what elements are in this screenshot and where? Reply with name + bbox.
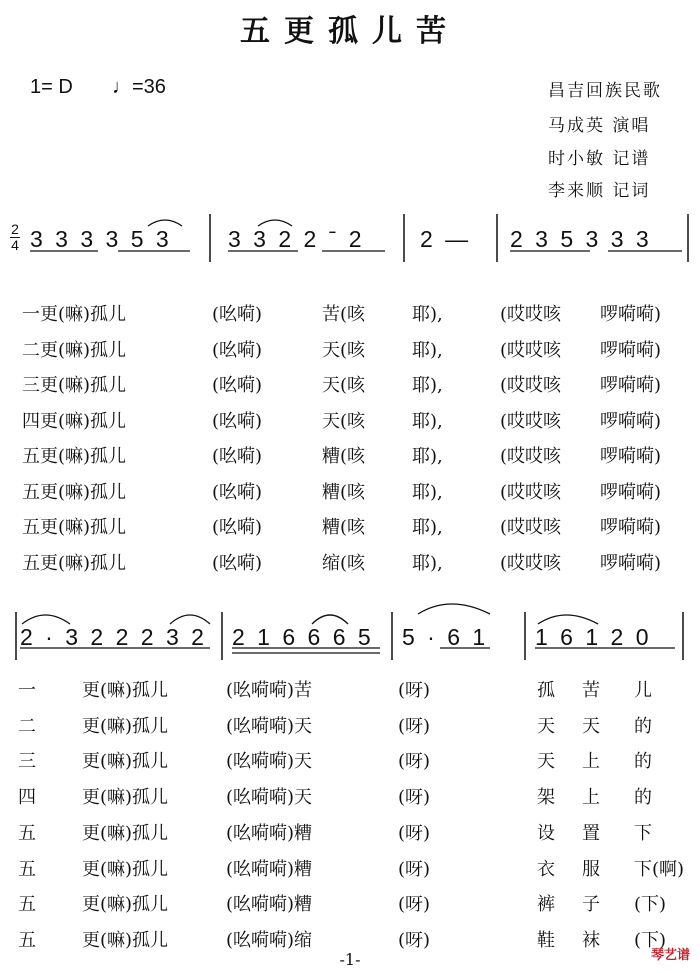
verse1-row8-cell5: (哎哎咳 bbox=[500, 552, 562, 574]
verse2-row6-cell3: (吆嗬嗬)糟 bbox=[226, 858, 313, 880]
verse2-row6-cell5: 衣 bbox=[537, 858, 555, 880]
verse2-row8-cell1: 五 bbox=[18, 929, 36, 951]
verse1-row8-cell2: (吆嗬) bbox=[212, 552, 263, 574]
verse2-row8-cell2: 更(嘛)孤儿 bbox=[82, 929, 169, 951]
verse2-row1-cell6: 苦 bbox=[582, 680, 600, 701]
verse1-row3-cell3: 天(咳 bbox=[322, 375, 366, 396]
verse1-row8-cell1: 五更(嘛)孤儿 bbox=[22, 552, 127, 574]
verse2-row5-cell1: 五 bbox=[18, 822, 36, 844]
watermark-logo: 琴艺谱 bbox=[650, 947, 690, 962]
verse2-row5-cell4: (呀) bbox=[398, 822, 431, 844]
verse1-row7-cell1: 五更(嘛)孤儿 bbox=[22, 517, 127, 538]
line1-measure-3: 2 — bbox=[420, 226, 472, 252]
verse1-row5-cell1: 五更(嘛)孤儿 bbox=[22, 446, 127, 467]
verse2-row3-cell1: 三 bbox=[18, 751, 36, 773]
verse1-row7-cell2: (吆嗬) bbox=[212, 517, 263, 538]
verse2-row7-cell2: 更(嘛)孤儿 bbox=[82, 894, 169, 916]
verse2-row8-cell5: 鞋 bbox=[537, 929, 555, 951]
verse1-row8-cell4: 耶), bbox=[412, 552, 443, 574]
verse1-row3-cell5: (哎哎咳 bbox=[500, 375, 562, 396]
verse1-row1-cell3: 苦(咳 bbox=[322, 304, 366, 325]
verse1-row7-cell3: 糟(咳 bbox=[322, 517, 366, 538]
line2-measure-2: 2 1 6 6 6 5 bbox=[232, 624, 374, 650]
verse2-row1-cell4: (呀) bbox=[398, 680, 431, 701]
verse2-row4-cell1: 四 bbox=[18, 787, 36, 809]
verse1-row6-cell1: 五更(嘛)孤儿 bbox=[22, 481, 127, 503]
verse1-row2-cell2: (吆嗬) bbox=[212, 339, 263, 361]
verse1-row5-cell2: (吆嗬) bbox=[212, 446, 263, 467]
verse1-row3-cell6: 啰嗬嗬) bbox=[600, 375, 662, 396]
verse1-row2-cell1: 二更(嘛)孤儿 bbox=[22, 339, 127, 361]
verse1-row5-cell4: 耶), bbox=[412, 446, 443, 467]
credit-notation: 时小敏 记谱 bbox=[548, 149, 651, 169]
verse2-row4-cell4: (呀) bbox=[398, 787, 431, 809]
verse2-row8-cell4: (呀) bbox=[398, 929, 431, 951]
verse2-row7-cell4: (呀) bbox=[398, 894, 431, 916]
verse2-row1-cell2: 更(嘛)孤儿 bbox=[82, 680, 169, 701]
verse2-row5-cell6: 置 bbox=[582, 822, 600, 844]
verse2-row6-cell4: (呀) bbox=[398, 858, 431, 880]
verse2-row7-cell6: 子 bbox=[582, 894, 600, 916]
verse2-row8-cell3: (吆嗬嗬)缩 bbox=[226, 929, 313, 951]
verse2-row3-cell3: (吆嗬嗬)天 bbox=[226, 751, 313, 773]
verse2-row5-cell7: 下 bbox=[634, 822, 652, 844]
verse1-row7-cell5: (哎哎咳 bbox=[500, 517, 562, 538]
line1-measure-2: 3 3 2 2 ˉ 2 bbox=[228, 226, 365, 252]
verse1-row6-cell5: (哎哎咳 bbox=[500, 481, 562, 503]
verse1-row3-cell4: 耶), bbox=[412, 375, 443, 396]
key-signature: 1= D bbox=[30, 76, 73, 98]
verse2-row2-cell6: 天 bbox=[582, 715, 600, 737]
song-title: 五更孤儿苦 bbox=[240, 14, 460, 49]
verse2-row2-cell4: (呀) bbox=[398, 715, 431, 737]
verse2-row3-cell6: 上 bbox=[582, 751, 600, 773]
verse1-row8-cell6: 啰嗬嗬) bbox=[600, 552, 662, 574]
verse2-row3-cell7: 的 bbox=[634, 751, 652, 773]
verse1-row5-cell3: 糟(咳 bbox=[322, 446, 366, 467]
time-signature: 2 4 bbox=[11, 221, 19, 253]
verse2-row8-cell7: (下) bbox=[634, 929, 667, 951]
verse1-row1-cell1: 一更(嘛)孤儿 bbox=[22, 304, 127, 325]
verse1-row5-cell5: (哎哎咳 bbox=[500, 446, 562, 467]
verse2-row2-cell1: 二 bbox=[18, 715, 36, 737]
verse1-row4-cell5: (哎哎咳 bbox=[500, 410, 562, 432]
verse2-row4-cell3: (吆嗬嗬)天 bbox=[226, 787, 313, 809]
verse2-row2-cell2: 更(嘛)孤儿 bbox=[82, 715, 169, 737]
verse2-row6-cell1: 五 bbox=[18, 858, 36, 880]
verse2-row8-cell6: 袜 bbox=[582, 929, 600, 951]
verse1-row4-cell2: (吆嗬) bbox=[212, 410, 263, 432]
verse1-row1-cell5: (哎哎咳 bbox=[500, 304, 562, 325]
verse1-row2-cell5: (哎哎咳 bbox=[500, 339, 562, 361]
verse1-row7-cell6: 啰嗬嗬) bbox=[600, 517, 662, 538]
verse1-row1-cell4: 耶), bbox=[412, 304, 443, 325]
verse1-row2-cell3: 天(咳 bbox=[322, 339, 366, 361]
tempo-marking: ♩=36 bbox=[112, 76, 166, 98]
verse1-row5-cell6: 啰嗬嗬) bbox=[600, 446, 662, 467]
credit-origin: 昌吉回族民歌 bbox=[548, 81, 662, 101]
verse2-row7-cell7: (下) bbox=[634, 894, 667, 916]
page-number: -1- bbox=[339, 950, 361, 969]
verse2-row1-cell7: 儿 bbox=[634, 680, 652, 701]
verse2-row5-cell3: (吆嗬嗬)糟 bbox=[226, 822, 313, 844]
verse2-row7-cell1: 五 bbox=[18, 894, 36, 916]
verse1-row3-cell1: 三更(嘛)孤儿 bbox=[22, 375, 127, 396]
credit-singer: 马成英 演唱 bbox=[548, 116, 651, 136]
verse1-row7-cell4: 耶), bbox=[412, 517, 443, 538]
verse2-row4-cell7: 的 bbox=[634, 787, 652, 809]
verse2-row2-cell5: 天 bbox=[537, 715, 555, 737]
verse2-row1-cell5: 孤 bbox=[537, 680, 555, 701]
verse1-row4-cell6: 啰嗬嗬) bbox=[600, 410, 662, 432]
line1-measure-1: 3 3 3 3 5 3 bbox=[30, 226, 172, 252]
verse1-row1-cell6: 啰嗬嗬) bbox=[600, 304, 662, 325]
verse2-row4-cell6: 上 bbox=[582, 787, 600, 809]
verse2-row3-cell2: 更(嘛)孤儿 bbox=[82, 751, 169, 773]
verse2-row2-cell7: 的 bbox=[634, 715, 652, 737]
verse2-row5-cell5: 设 bbox=[537, 822, 555, 844]
verse2-row1-cell3: (吆嗬嗬)苦 bbox=[226, 680, 313, 701]
verse1-row6-cell6: 啰嗬嗬) bbox=[600, 481, 662, 503]
verse1-row8-cell3: 缩(咳 bbox=[322, 552, 366, 574]
line2-measure-3: 5 · 6 1 bbox=[402, 624, 489, 650]
verse2-row6-cell7: 下(啊) bbox=[634, 858, 685, 880]
verse2-row4-cell2: 更(嘛)孤儿 bbox=[82, 787, 169, 809]
verse2-row3-cell4: (呀) bbox=[398, 751, 431, 773]
verse2-row6-cell2: 更(嘛)孤儿 bbox=[82, 858, 169, 880]
verse2-row1-cell1: 一 bbox=[18, 680, 36, 701]
verse1-row4-cell3: 天(咳 bbox=[322, 410, 366, 432]
verse1-row4-cell4: 耶), bbox=[412, 410, 443, 432]
verse1-row6-cell4: 耶), bbox=[412, 481, 443, 503]
verse2-row7-cell5: 裤 bbox=[537, 894, 555, 916]
verse2-row4-cell5: 架 bbox=[537, 787, 555, 809]
verse1-row3-cell2: (吆嗬) bbox=[212, 375, 263, 396]
verse2-row6-cell6: 服 bbox=[582, 858, 600, 880]
verse2-row5-cell2: 更(嘛)孤儿 bbox=[82, 822, 169, 844]
verse1-row6-cell3: 糟(咳 bbox=[322, 481, 366, 503]
verse1-row6-cell2: (吆嗬) bbox=[212, 481, 263, 503]
verse1-row1-cell2: (吆嗬) bbox=[212, 304, 263, 325]
line2-measure-4: 1 6 1 2 0 bbox=[535, 624, 652, 650]
verse2-row3-cell5: 天 bbox=[537, 751, 555, 773]
verse1-row2-cell6: 啰嗬嗬) bbox=[600, 339, 662, 361]
line2-measure-1: 2 · 3 2 2 2 3 2 bbox=[20, 624, 207, 650]
verse2-row7-cell3: (吆嗬嗬)糟 bbox=[226, 894, 313, 916]
credit-lyrics: 李来顺 记词 bbox=[548, 181, 651, 201]
verse1-row4-cell1: 四更(嘛)孤儿 bbox=[22, 410, 127, 432]
line1-measure-4: 2 3 5 3 3 3 bbox=[510, 226, 652, 252]
verse2-row2-cell3: (吆嗬嗬)天 bbox=[226, 715, 313, 737]
verse1-row2-cell4: 耶), bbox=[412, 339, 443, 361]
